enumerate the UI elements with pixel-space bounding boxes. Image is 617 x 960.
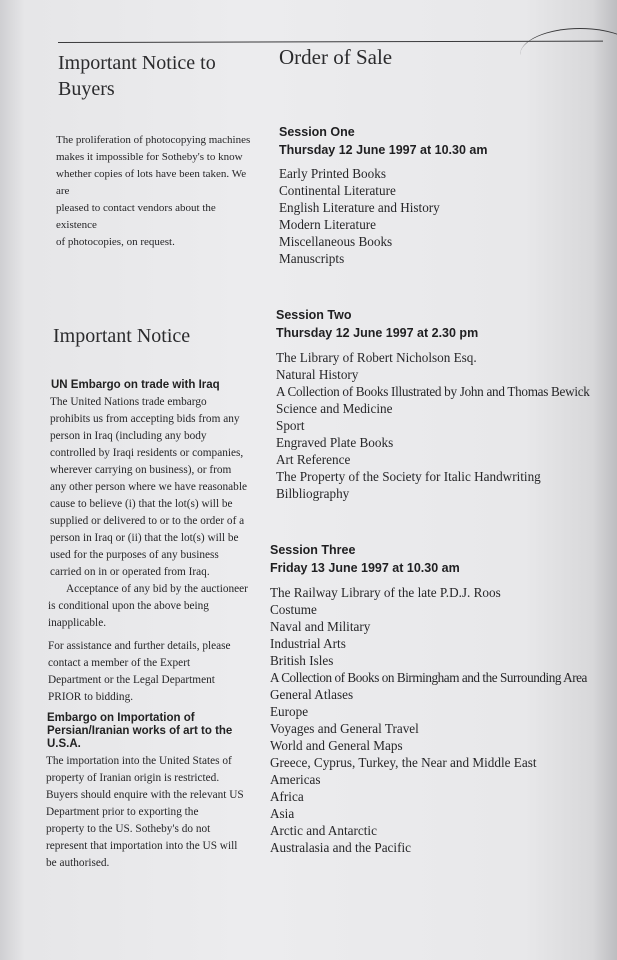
- list-item: Industrial Arts: [270, 636, 346, 652]
- session-two: [276, 306, 603, 502]
- list-item: Greece, Cyprus, Turkey, the Near and Middle East: [270, 755, 537, 771]
- session-one-list: [279, 165, 603, 267]
- list-item: Asia: [270, 806, 295, 822]
- top-rule: [58, 41, 603, 43]
- list-item: Americas: [270, 772, 321, 788]
- list-item: Africa: [270, 789, 304, 805]
- list-item: Continental Literature: [279, 183, 396, 199]
- list-item: Sport: [276, 418, 305, 434]
- list-item: Naval and Military: [270, 619, 371, 635]
- list-item: English Literature and History: [279, 200, 440, 216]
- list-item: Miscellaneous Books: [279, 234, 393, 250]
- right-column: [263, 44, 603, 856]
- iran-embargo-body: The importation into the United States of property of Iranian origin is restricted. Buyers should enquire with the relevant US Department prior to exporting the property to the US. Sotheby's do not represent that importation into the US will be authorised.: [46, 755, 244, 869]
- order-of-sale-title: Order of Sale: [279, 45, 393, 69]
- session-two-date: Thursday 12 June 1997 at 2.30 pm: [276, 326, 479, 341]
- list-item: British Isles: [270, 653, 334, 669]
- session-three: [270, 541, 603, 856]
- list-item: The Railway Library of the late P.D.J. Roos: [270, 585, 501, 601]
- session-one-date: Thursday 12 June 1997 at 10.30 am: [279, 143, 488, 158]
- list-item: Bilbliography: [276, 486, 350, 502]
- important-notice-title: Important Notice: [53, 325, 191, 347]
- iraq-embargo-heading: UN Embargo on trade with Iraq: [51, 379, 220, 391]
- iran-embargo-heading: Embargo on Importation of Persian/Iranian works of art to the U.S.A.: [47, 712, 233, 750]
- session-three-list: [270, 584, 603, 856]
- list-item: General Atlases: [270, 687, 354, 703]
- list-item: The Library of Robert Nicholson Esq.: [276, 350, 477, 366]
- list-item: Modern Literature: [279, 217, 377, 233]
- list-item: The Property of the Society for Italic Handwriting: [276, 469, 541, 485]
- session-one-name: Session One: [279, 125, 355, 140]
- left-column: [46, 50, 258, 872]
- acceptance-paragraph: Acceptance of any bid by the auctioneer is conditional upon the above being inapplicable.: [48, 583, 248, 629]
- list-item: Costume: [270, 602, 317, 618]
- buyers-notice-body: The proliferation of photocopying machines makes it impossible for Sotheby's to know whether copies of lots have been taken. We are pleased to contact vendors about the existence of photocopies, on request.: [56, 134, 251, 248]
- session-three-date: Friday 13 June 1997 at 10.30 am: [270, 561, 460, 576]
- list-item: Manuscripts: [279, 251, 345, 267]
- list-item: Early Printed Books: [279, 166, 386, 182]
- list-item: Arctic and Antarctic: [270, 823, 377, 839]
- list-item: Europe: [270, 704, 309, 720]
- list-item: Science and Medicine: [276, 401, 393, 417]
- iraq-embargo-body: The United Nations trade embargo prohibits us from accepting bids from any person in Iraq (including any body controlled by Iraqi residents or companies, wherever carrying on business), or from any other person where we have reasonable cause to believe (i) that the lot(s) will be supplied or delivered to or to the order of a person in Iraq or (ii) that the lot(s) will be used for the purposes of any business carried on in or operated from Iraq.: [50, 396, 247, 578]
- buyers-notice-title: Important Notice to Buyers: [58, 52, 216, 100]
- list-item: World and General Maps: [270, 738, 403, 754]
- list-item: Engraved Plate Books: [276, 435, 394, 451]
- session-three-name: Session Three: [270, 543, 356, 558]
- list-item: A Collection of Books on Birmingham and the Surrounding Area: [270, 670, 587, 686]
- list-item: A Collection of Books Illustrated by John and Thomas Bewick: [276, 384, 590, 400]
- session-two-list: [276, 349, 603, 502]
- list-item: Natural History: [276, 367, 359, 383]
- list-item: Voyages and General Travel: [270, 721, 419, 737]
- session-one: [279, 123, 603, 267]
- assistance-paragraph: For assistance and further details, please contact a member of the Expert Department or the Legal Department PRIOR to bidding.: [48, 640, 231, 703]
- session-two-name: Session Two: [276, 308, 352, 323]
- list-item: Art Reference: [276, 452, 351, 468]
- list-item: Australasia and the Pacific: [270, 840, 411, 856]
